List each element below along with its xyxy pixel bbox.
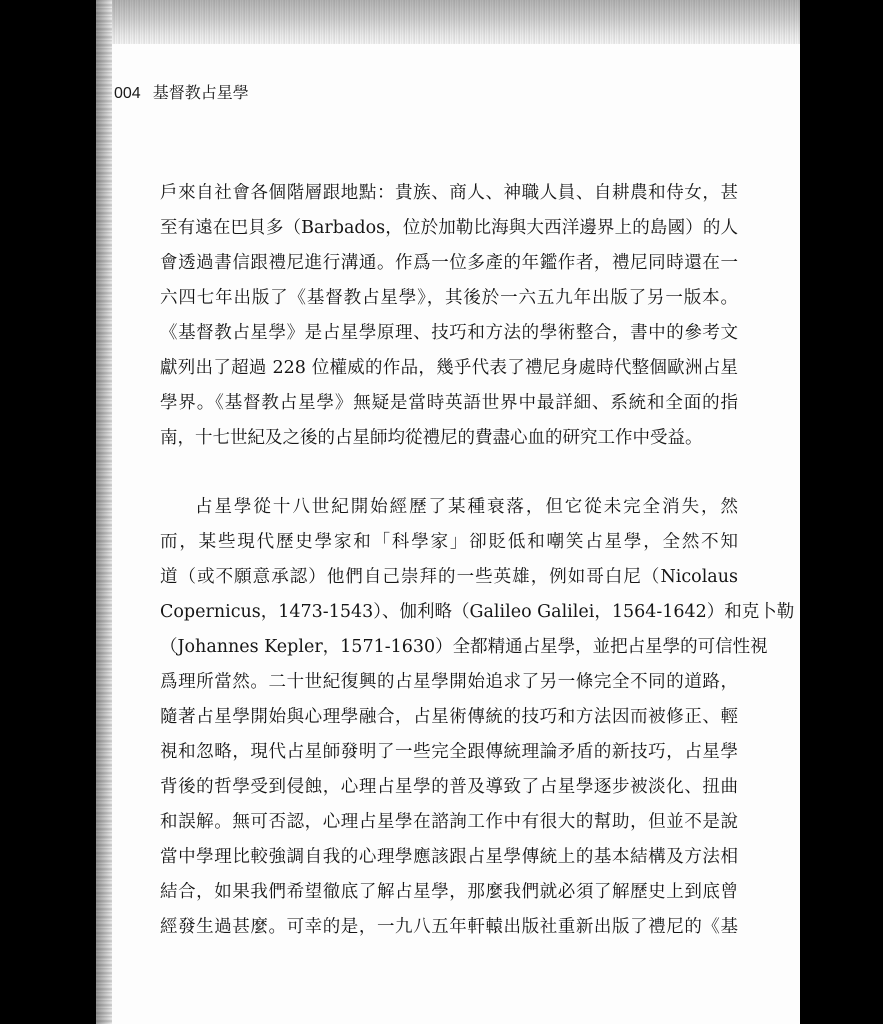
paragraph-1 (160, 176, 738, 456)
text-line: 學界。《基督教占星學》無疑是當時英語世界中最詳細、系統和全面的指 (160, 393, 738, 413)
text-line: 戶來自社會各個階層跟地點：貴族、商人、神職人員、自耕農和侍女，甚 (160, 183, 738, 203)
text-line: 和誤解。無可否認，心理占星學在諮詢工作中有很大的幫助，但並不是說 (160, 812, 738, 832)
paragraph-2 (160, 490, 795, 945)
text-line: 當中學理比較強調自我的心理學應該跟占星學傳統上的基本結構及方法相 (160, 847, 738, 867)
text-line: 占星學從十八世紀開始經歷了某種衰落，但它從未完全消失，然 (195, 497, 738, 517)
text-line: 經發生過甚麼。可幸的是，一九八五年軒轅出版社重新出版了禮尼的《基 (160, 917, 738, 937)
text-line: 爲理所當然。二十世紀復興的占星學開始追求了另一條完全不同的道路， (160, 672, 738, 692)
running-header (114, 80, 249, 103)
text-line: 隨著占星學開始與心理學融合，占星術傳統的技巧和方法因而被修正、輕 (160, 707, 738, 727)
text-line: 六四七年出版了《基督教占星學》，其後於一六五九年出版了另一版本。 (160, 288, 738, 308)
text-line: 至有遠在巴貝多（Barbados，位於加勒比海與大西洋邊界上的島國）的人 (160, 218, 738, 238)
text-line: 道（或不願意承認）他們自己崇拜的一些英雄，例如哥白尼（Nicolaus (160, 567, 738, 587)
text-line: 結合，如果我們希望徹底了解占星學，那麼我們就必須了解歷史上到底曾 (160, 882, 738, 902)
scan-shadow-top (96, 0, 800, 44)
page-number: 004 (114, 85, 141, 102)
text-line: 背後的哲學受到侵蝕，心理占星學的普及導致了占星學逐步被淡化、扭曲 (160, 777, 738, 797)
book-page (96, 0, 800, 1024)
text-line: Copernicus，1473-1543）、伽利略（Galileo Galilei，1564-1642）和克卜勒 (160, 602, 795, 622)
text-line: 《基督教占星學》是占星學原理、技巧和方法的學術整合，書中的參考文 (160, 323, 738, 343)
text-line: （Johannes Kepler，1571-1630）全都精通占星學，並把占星學的可信性視 (160, 637, 768, 657)
text-line: 獻列出了超過 228 位權威的作品，幾乎代表了禮尼身處時代整個歐洲占星 (160, 358, 738, 378)
text-line: 而，某些現代歷史學家和「科學家」卻貶低和嘲笑占星學，全然不知 (160, 532, 738, 552)
text-line: 會透過書信跟禮尼進行溝通。作爲一位多產的年鑑作者，禮尼同時還在一 (160, 253, 738, 273)
running-header-title: 基督教占星學 (152, 85, 249, 102)
text-line: 視和忽略，現代占星師發明了一些完全跟傳統理論矛盾的新技巧，占星學 (160, 742, 738, 762)
text-line: 南，十七世紀及之後的占星師均從禮尼的費盡心血的研究工作中受益。 (160, 428, 703, 448)
scan-shadow-left (96, 0, 112, 1024)
